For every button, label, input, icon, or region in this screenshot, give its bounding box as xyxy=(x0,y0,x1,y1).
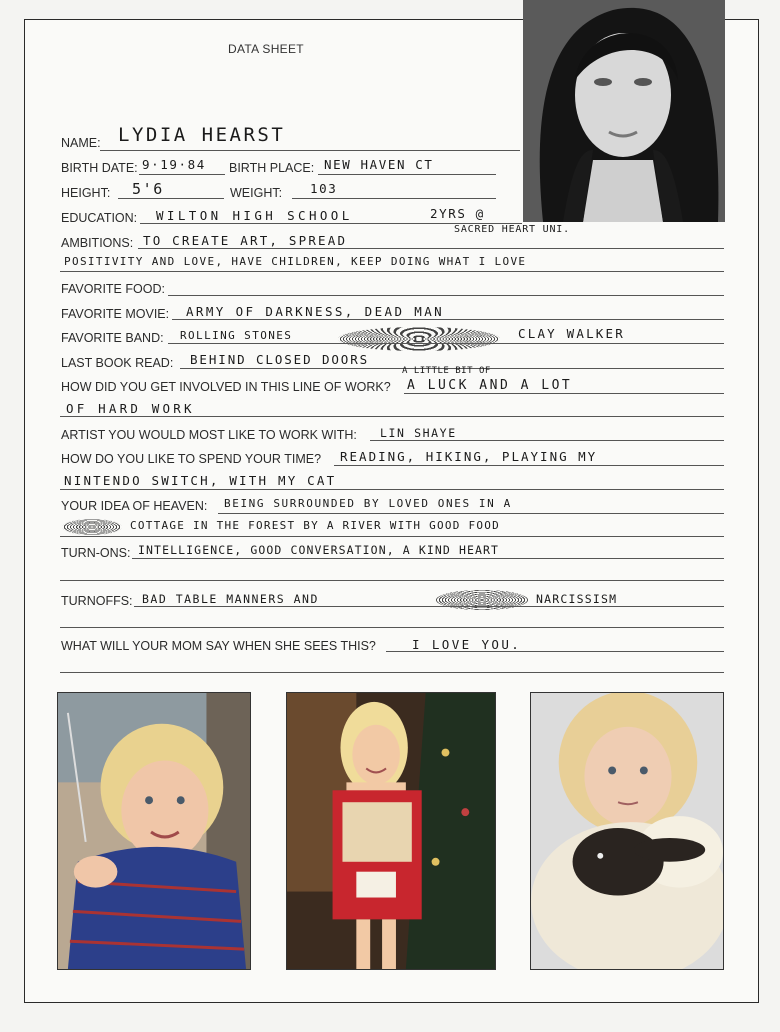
name-line xyxy=(100,150,520,151)
turnoffs-rule-2 xyxy=(60,627,724,628)
child-photo-gift xyxy=(286,692,496,970)
involved-line-1: A LUCK AND A LOT xyxy=(407,378,573,393)
height-line xyxy=(118,198,224,199)
ambitions-rule-1 xyxy=(138,248,724,249)
spend-time-rule-2 xyxy=(60,489,724,490)
favorite-band-label: FAVORITE BAND: xyxy=(61,331,164,345)
mom-value: I LOVE YOU. xyxy=(412,637,522,652)
birth-date-label: BIRTH DATE: xyxy=(61,161,138,175)
favorite-band-line xyxy=(168,343,724,344)
involved-rule-2 xyxy=(60,416,724,417)
child-photo-sparkler xyxy=(57,692,251,970)
mom-label: WHAT WILL YOUR MOM SAY WHEN SHE SEES THIS? xyxy=(61,639,376,653)
involved-label: HOW DID YOU GET INVOLVED IN THIS LINE OF WORK? xyxy=(61,380,391,394)
birth-place-value: NEW HAVEN CT xyxy=(324,157,434,172)
mom-rule-1 xyxy=(386,651,724,652)
artist-line xyxy=(370,440,724,441)
ambitions-label: AMBITIONS: xyxy=(61,236,134,250)
spend-time-line-2: NINTENDO SWITCH, WITH MY CAT xyxy=(64,473,337,488)
education-label: EDUCATION: xyxy=(61,211,138,225)
birth-date-value: 9·19·84 xyxy=(142,157,206,172)
favorite-band-value-1: ROLLING STONES xyxy=(180,329,293,342)
favorite-movie-value: ARMY OF DARKNESS, DEAD MAN xyxy=(186,304,445,319)
involved-line-2: OF HARD WORK xyxy=(66,401,195,416)
name-value: LYDIA HEARST xyxy=(118,124,286,146)
page-title: DATA SHEET xyxy=(228,42,304,56)
artist-label: ARTIST YOU WOULD MOST LIKE TO WORK WITH: xyxy=(61,428,357,442)
favorite-movie-line xyxy=(172,319,724,320)
mom-rule-2 xyxy=(60,672,724,673)
spend-time-rule-1 xyxy=(334,465,724,466)
birth-place-line xyxy=(318,174,496,175)
weight-label: WEIGHT: xyxy=(230,186,283,200)
band-scribble xyxy=(338,327,500,351)
turn-ons-rule-2 xyxy=(60,580,724,581)
height-label: HEIGHT: xyxy=(61,186,111,200)
favorite-movie-label: FAVORITE MOVIE: xyxy=(61,307,170,321)
turnoffs-rule-1 xyxy=(134,606,724,607)
birth-date-line xyxy=(139,174,225,175)
heaven-line-1: BEING SURROUNDED BY LOVED ONES IN A xyxy=(224,497,512,510)
heaven-rule-1 xyxy=(218,513,724,514)
turn-ons-rule-1 xyxy=(132,558,724,559)
turnoffs-value-2: NARCISSISM xyxy=(536,592,618,606)
education-value: WILTON HIGH SCHOOL xyxy=(156,208,353,223)
heaven-line-2: COTTAGE IN THE FOREST BY A RIVER WITH GOOD FOOD xyxy=(130,519,501,532)
child-photo-sheep xyxy=(530,692,724,970)
heaven-scribble xyxy=(62,519,122,535)
turnoffs-scribble xyxy=(436,590,528,610)
involved-rule-1 xyxy=(404,393,724,394)
turnoffs-label: TURNOFFS: xyxy=(61,594,133,608)
ambitions-line-1: TO CREATE ART, SPREAD xyxy=(143,233,348,248)
education-extra: 2YRS @ xyxy=(430,206,485,221)
favorite-food-line xyxy=(168,295,724,296)
weight-line xyxy=(292,198,496,199)
portrait-photo xyxy=(523,0,725,222)
education-extra-2: SACRED HEART UNI. xyxy=(454,224,570,235)
spend-time-label: HOW DO YOU LIKE TO SPEND YOUR TIME? xyxy=(61,452,322,466)
height-value: 5'6 xyxy=(132,180,164,198)
favorite-band-value-2: CLAY WALKER xyxy=(518,326,625,341)
turnoffs-value-1: BAD TABLE MANNERS AND xyxy=(142,592,319,606)
turn-ons-value: INTELLIGENCE, GOOD CONVERSATION, A KIND HEART xyxy=(138,543,500,557)
last-book-value: BEHIND CLOSED DOORS xyxy=(190,352,370,367)
birth-place-label: BIRTH PLACE: xyxy=(229,161,315,175)
ambitions-rule-2 xyxy=(60,271,724,272)
last-book-label: LAST BOOK READ: xyxy=(61,356,174,370)
heaven-rule-2 xyxy=(60,536,724,537)
spend-time-line-1: READING, HIKING, PLAYING MY xyxy=(340,449,598,464)
name-label: NAME: xyxy=(61,136,101,150)
involved-insert: A LITTLE BIT OF xyxy=(402,366,491,376)
artist-value: LIN SHAYE xyxy=(380,426,457,440)
weight-value: 103 xyxy=(310,181,338,196)
ambitions-line-2: POSITIVITY AND LOVE, HAVE CHILDREN, KEEP DOING WHAT I LOVE xyxy=(64,255,527,268)
turn-ons-label: TURN-ONS: xyxy=(61,546,131,560)
heaven-label: YOUR IDEA OF HEAVEN: xyxy=(61,499,208,513)
favorite-food-label: FAVORITE FOOD: xyxy=(61,282,165,296)
